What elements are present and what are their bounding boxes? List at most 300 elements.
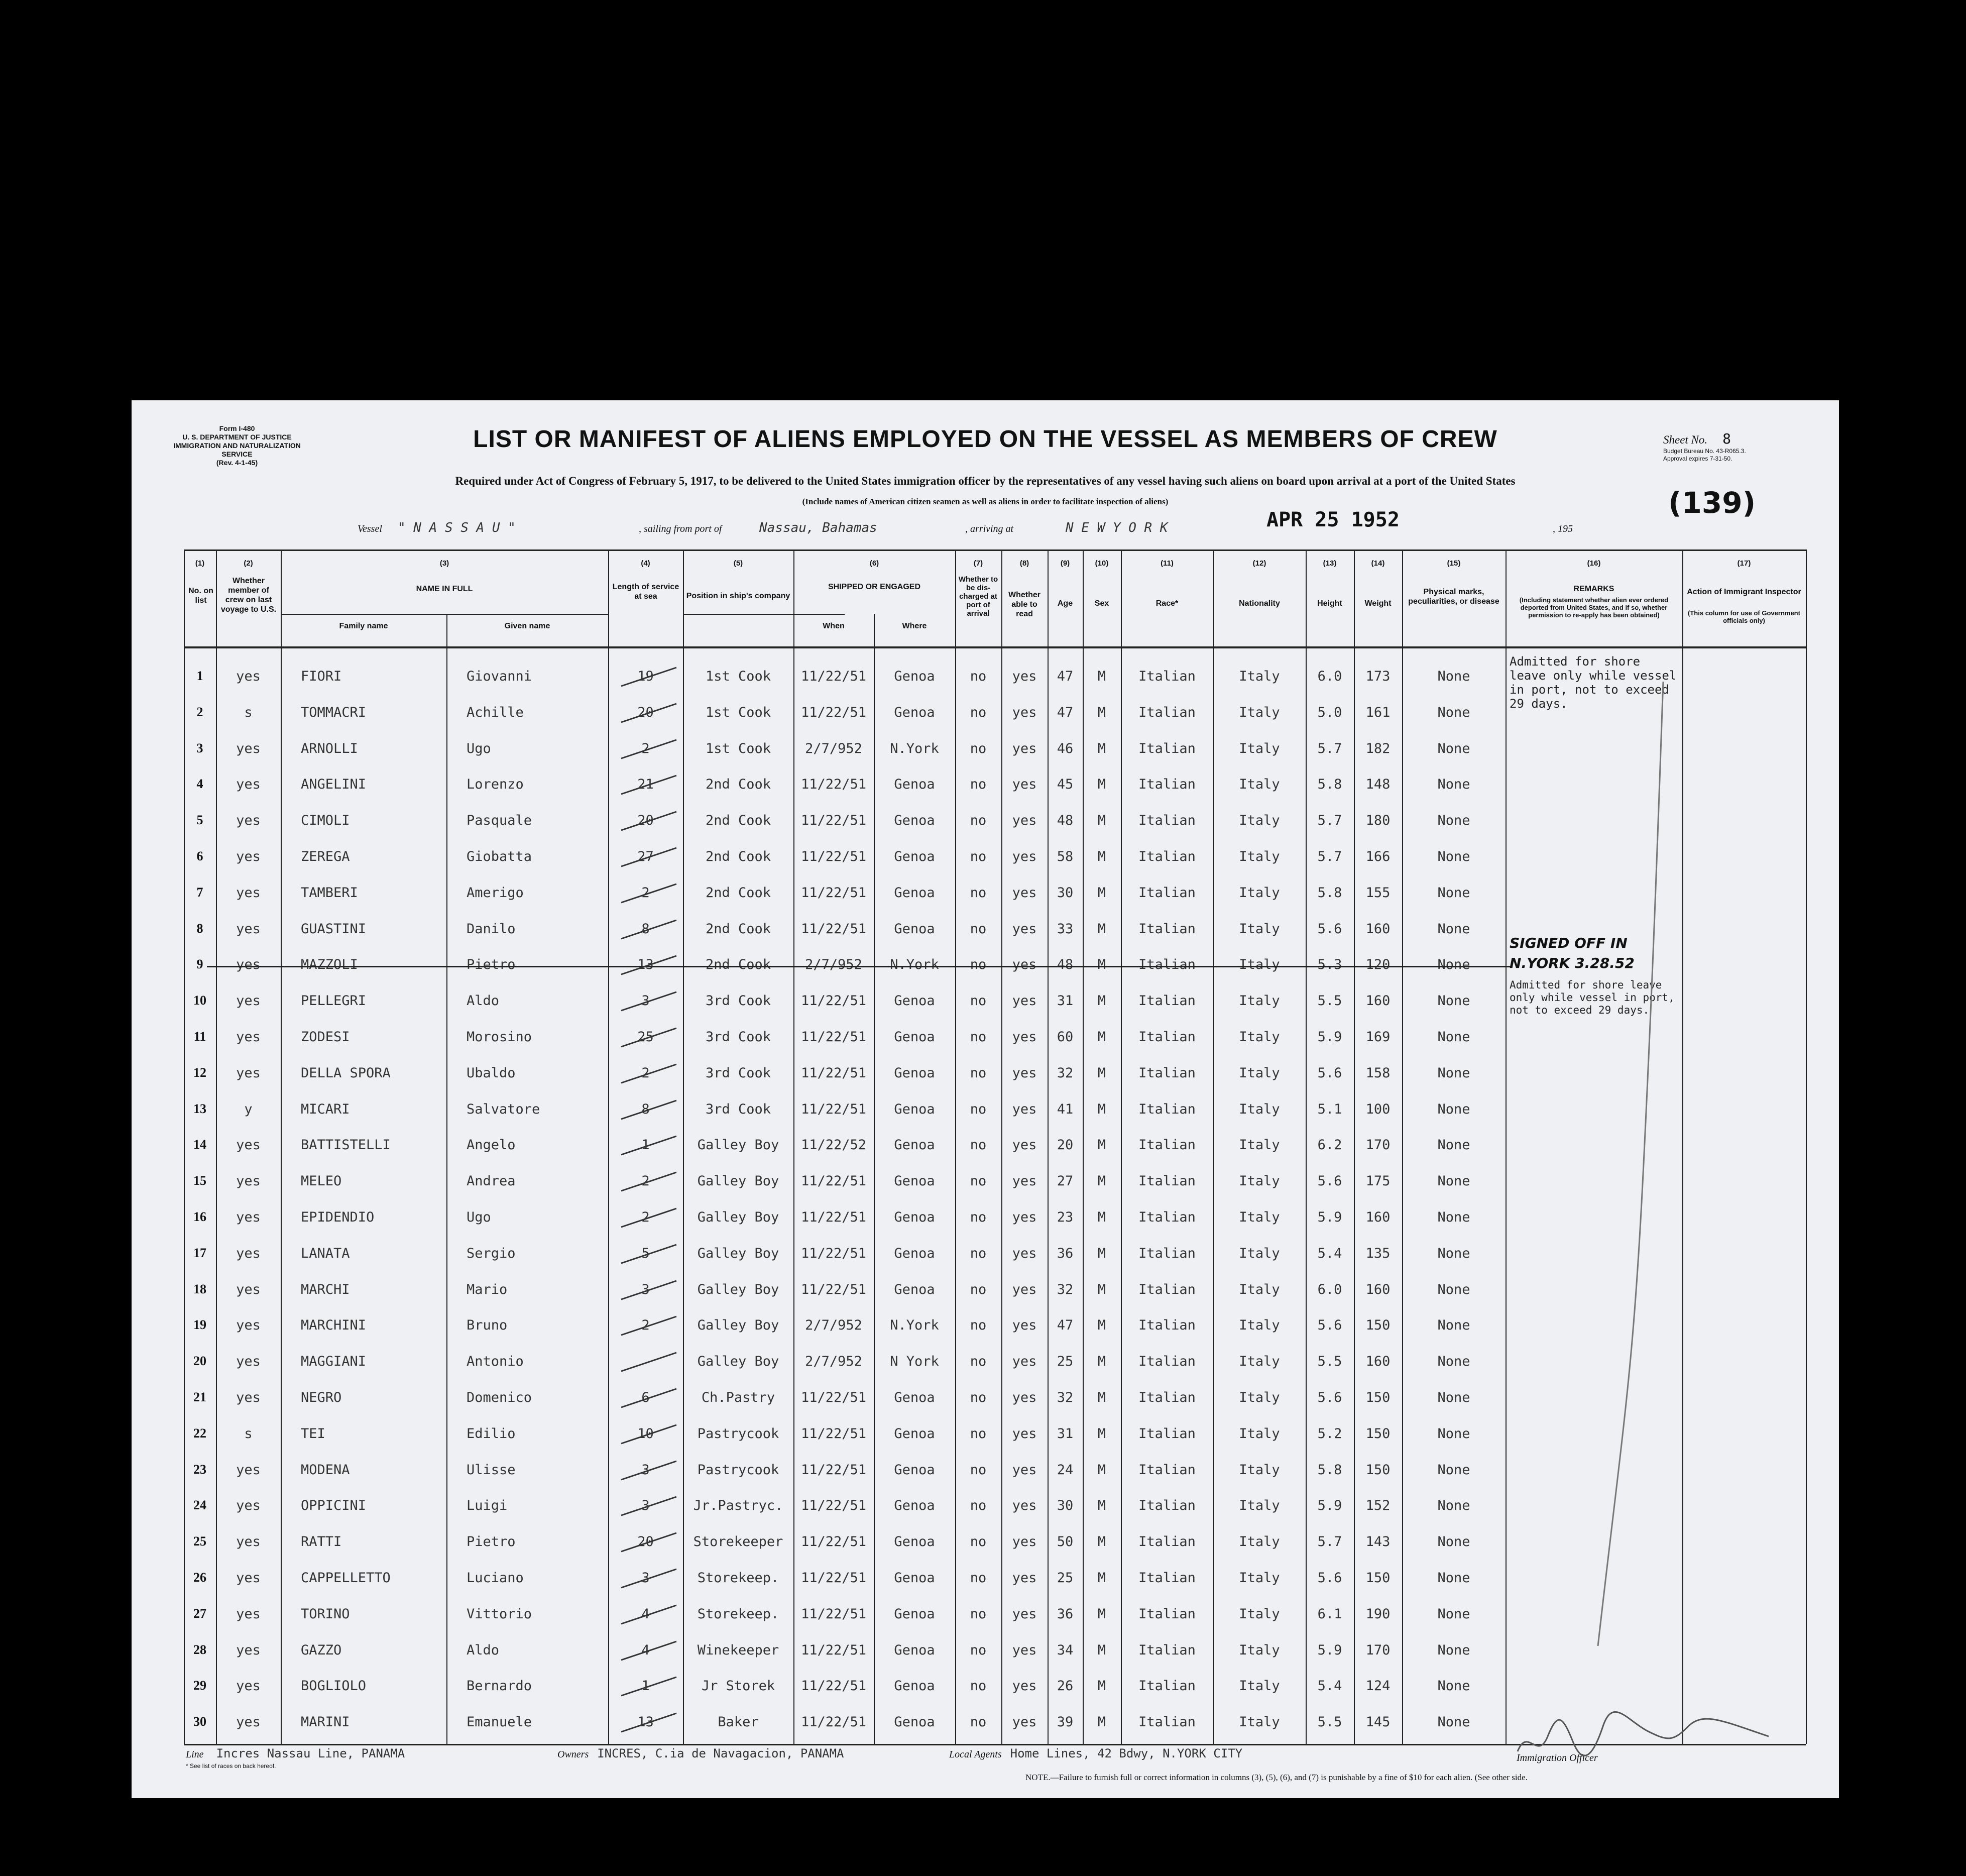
discharged-cell: no bbox=[970, 1498, 987, 1514]
discharged-cell: no bbox=[970, 1173, 987, 1189]
height-cell: 6.2 bbox=[1317, 1137, 1342, 1153]
shipped-when-cell: 11/22/51 bbox=[800, 1245, 867, 1261]
length-of-service-cell: 2 bbox=[641, 1065, 650, 1081]
position-cell: Storekeep. bbox=[697, 1570, 779, 1586]
family-name-cell: MODENA bbox=[301, 1462, 350, 1478]
weight-cell: 160 bbox=[1365, 1354, 1391, 1370]
height-cell: 5.8 bbox=[1317, 1462, 1342, 1478]
row-number: 12 bbox=[193, 1065, 206, 1080]
position-cell: 2nd Cook bbox=[705, 813, 771, 829]
discharged-cell: no bbox=[970, 993, 987, 1009]
able-to-read-cell: yes bbox=[1012, 957, 1037, 973]
shipped-when-cell: 11/22/51 bbox=[800, 1534, 867, 1550]
discharged-cell: no bbox=[970, 1462, 987, 1478]
height-cell: 5.7 bbox=[1317, 813, 1342, 829]
row-number: 30 bbox=[193, 1714, 206, 1729]
position-cell: Galley Boy bbox=[697, 1209, 779, 1225]
physical-marks-cell: None bbox=[1437, 1534, 1470, 1550]
discharged-cell: no bbox=[970, 740, 987, 756]
check-mark bbox=[616, 1421, 691, 1451]
discharged-cell: no bbox=[970, 885, 987, 901]
able-to-read-cell: yes bbox=[1012, 849, 1037, 864]
age-cell: 31 bbox=[1057, 993, 1074, 1009]
weight-cell: 160 bbox=[1365, 921, 1391, 937]
length-of-service-cell: 20 bbox=[637, 1534, 654, 1550]
family-name-cell: MAZZOLI bbox=[301, 957, 358, 973]
family-name-cell: CIMOLI bbox=[301, 813, 350, 829]
col-number: (2) bbox=[244, 559, 253, 568]
check-mark bbox=[616, 1349, 691, 1379]
given-name-cell: Ugo bbox=[467, 1209, 491, 1225]
height-cell: 5.8 bbox=[1317, 777, 1342, 793]
last-voyage-cell: yes bbox=[236, 1678, 261, 1694]
sex-cell: M bbox=[1097, 1029, 1106, 1045]
weight-cell: 150 bbox=[1365, 1317, 1391, 1334]
able-to-read-cell: yes bbox=[1012, 1570, 1037, 1586]
agents-label: Local Agents bbox=[949, 1749, 1002, 1760]
physical-marks-cell: None bbox=[1437, 740, 1470, 756]
shipped-when-cell: 2/7/952 bbox=[805, 1354, 862, 1370]
row-number: 3 bbox=[196, 740, 203, 755]
race-cell: Italian bbox=[1138, 1245, 1196, 1261]
col-number: (15) bbox=[1447, 559, 1461, 568]
race-cell: Italian bbox=[1138, 704, 1196, 720]
sex-cell: M bbox=[1097, 1354, 1106, 1370]
discharged-cell: no bbox=[970, 1137, 987, 1153]
age-cell: 36 bbox=[1057, 1245, 1074, 1261]
weight-cell: 161 bbox=[1365, 704, 1391, 720]
race-cell: Italian bbox=[1138, 1390, 1196, 1405]
height-cell: 5.9 bbox=[1317, 1029, 1342, 1045]
family-name-cell: CAPPELLETTO bbox=[301, 1570, 391, 1586]
shipped-where-cell: Genoa bbox=[894, 669, 935, 684]
discharged-cell: no bbox=[970, 1281, 987, 1297]
subtitle-note: (Include names of American citizen seamen as well as aliens in order to facilitate inspection of aliens) bbox=[802, 497, 1169, 506]
physical-marks-cell: None bbox=[1437, 1137, 1470, 1153]
service: IMMIGRATION AND NATURALIZATION SERVICE bbox=[173, 442, 301, 458]
sex-cell: M bbox=[1097, 1209, 1106, 1225]
family-name-cell: MARCHINI bbox=[301, 1317, 367, 1334]
length-of-service-cell: 2 bbox=[641, 1209, 650, 1225]
length-of-service-cell: 13 bbox=[637, 957, 654, 973]
handwritten-number: (139) bbox=[1668, 486, 1756, 520]
length-of-service-cell: 27 bbox=[637, 849, 654, 864]
physical-marks-cell: None bbox=[1437, 1281, 1470, 1297]
age-cell: 31 bbox=[1057, 1425, 1074, 1442]
check-mark bbox=[616, 771, 691, 802]
row-number: 5 bbox=[196, 813, 203, 828]
able-to-read-cell: yes bbox=[1012, 993, 1037, 1009]
age-cell: 39 bbox=[1057, 1714, 1074, 1730]
shipped-where-cell: N.York bbox=[890, 957, 939, 973]
physical-marks-cell: None bbox=[1437, 1317, 1470, 1334]
row-number: 28 bbox=[193, 1642, 206, 1657]
position-cell: 2nd Cook bbox=[705, 885, 771, 901]
physical-marks-cell: None bbox=[1437, 1678, 1470, 1694]
header-family-name: Family name bbox=[339, 622, 388, 630]
nationality-cell: Italy bbox=[1239, 1209, 1280, 1225]
race-cell: Italian bbox=[1138, 1209, 1196, 1225]
check-mark bbox=[616, 1385, 691, 1415]
given-name-cell: Angelo bbox=[467, 1137, 516, 1153]
shipped-when-cell: 11/22/51 bbox=[800, 1714, 867, 1730]
col-number: (9) bbox=[1060, 559, 1070, 568]
sheet-value: 8 bbox=[1722, 430, 1731, 447]
row-number: 8 bbox=[196, 921, 203, 936]
physical-marks-cell: None bbox=[1437, 1173, 1470, 1189]
position-cell: Storekeeper bbox=[693, 1534, 783, 1550]
date-stamp: APR 25 1952 bbox=[1266, 508, 1400, 531]
position-cell: 1st Cook bbox=[705, 740, 771, 756]
family-name-cell: LANATA bbox=[301, 1245, 350, 1261]
discharged-cell: no bbox=[970, 921, 987, 937]
row-number: 9 bbox=[196, 957, 203, 972]
weight-cell: 152 bbox=[1365, 1498, 1391, 1514]
able-to-read-cell: yes bbox=[1012, 1281, 1037, 1297]
check-mark bbox=[616, 844, 691, 874]
physical-marks-cell: None bbox=[1437, 669, 1470, 684]
discharged-cell: no bbox=[970, 1317, 987, 1334]
shipped-where-cell: Genoa bbox=[894, 885, 935, 901]
race-cell: Italian bbox=[1138, 1714, 1196, 1730]
height-cell: 5.2 bbox=[1317, 1425, 1342, 1442]
weight-cell: 143 bbox=[1365, 1534, 1391, 1550]
able-to-read-cell: yes bbox=[1012, 1425, 1037, 1442]
physical-marks-cell: None bbox=[1437, 1642, 1470, 1658]
nationality-cell: Italy bbox=[1239, 1714, 1280, 1730]
race-cell: Italian bbox=[1138, 740, 1196, 756]
last-voyage-cell: yes bbox=[236, 1570, 261, 1586]
nationality-cell: Italy bbox=[1239, 921, 1280, 937]
length-of-service-cell: 3 bbox=[641, 993, 650, 1009]
position-cell: Jr Storek bbox=[701, 1678, 775, 1694]
nationality-cell: Italy bbox=[1239, 1678, 1280, 1694]
col-number: (17) bbox=[1737, 559, 1751, 568]
remark-shore-leave-top: Admitted for shore leave only while vessel in port, not to exceed 29 days. bbox=[1510, 654, 1677, 711]
row-number: 6 bbox=[196, 849, 203, 863]
length-of-service-cell: 20 bbox=[637, 813, 654, 829]
race-cell: Italian bbox=[1138, 993, 1196, 1009]
length-of-service-cell: 3 bbox=[641, 1498, 650, 1514]
sex-cell: M bbox=[1097, 777, 1106, 793]
able-to-read-cell: yes bbox=[1012, 740, 1037, 756]
shipped-where-cell: Genoa bbox=[894, 1209, 935, 1225]
last-voyage-cell: yes bbox=[236, 669, 261, 684]
nationality-cell: Italy bbox=[1239, 1101, 1280, 1117]
header-given-name: Given name bbox=[504, 622, 550, 630]
race-cell: Italian bbox=[1138, 1029, 1196, 1045]
header-position: Position in ship's company bbox=[686, 592, 790, 600]
able-to-read-cell: yes bbox=[1012, 777, 1037, 793]
physical-marks-cell: None bbox=[1437, 813, 1470, 829]
given-name-cell: Aldo bbox=[467, 1642, 500, 1658]
age-cell: 41 bbox=[1057, 1101, 1074, 1117]
footer-officer: Immigration Officer bbox=[1517, 1752, 1598, 1763]
race-cell: Italian bbox=[1138, 849, 1196, 864]
shipped-when-cell: 11/22/51 bbox=[800, 1281, 867, 1297]
shipped-when-cell: 11/22/51 bbox=[800, 1425, 867, 1442]
weight-cell: 160 bbox=[1365, 1281, 1391, 1297]
given-name-cell: Pietro bbox=[467, 1534, 516, 1550]
nationality-cell: Italy bbox=[1239, 1498, 1280, 1514]
subtitle: Required under Act of Congress of February 5, 1917, to be delivered to the United States immigration officer by the representatives of any vessel having such aliens on board upon arrival at a port of the United States bbox=[455, 475, 1516, 487]
discharged-cell: no bbox=[970, 1642, 987, 1658]
owners-value: INCRES, C.ia de Navagacion, PANAMA bbox=[597, 1746, 844, 1760]
header-sex: Sex bbox=[1094, 599, 1109, 608]
discharged-cell: no bbox=[970, 669, 987, 684]
able-to-read-cell: yes bbox=[1012, 1390, 1037, 1405]
sex-cell: M bbox=[1097, 1462, 1106, 1478]
height-cell: 5.6 bbox=[1317, 1317, 1342, 1334]
discharged-cell: no bbox=[970, 1534, 987, 1550]
height-cell: 5.6 bbox=[1317, 1570, 1342, 1586]
family-name-cell: TAMBERI bbox=[301, 885, 358, 901]
last-voyage-cell: yes bbox=[236, 1498, 261, 1514]
given-name-cell: Pietro bbox=[467, 957, 516, 973]
nationality-cell: Italy bbox=[1239, 1173, 1280, 1189]
shipped-where-cell: N.York bbox=[890, 740, 939, 756]
weight-cell: 150 bbox=[1365, 1425, 1391, 1442]
last-voyage-cell: yes bbox=[236, 1462, 261, 1478]
position-cell: Pastrycook bbox=[697, 1462, 779, 1478]
age-cell: 25 bbox=[1057, 1354, 1074, 1370]
length-of-service-cell: 2 bbox=[641, 740, 650, 756]
family-name-cell: ARNOLLI bbox=[301, 740, 358, 756]
weight-cell: 160 bbox=[1365, 993, 1391, 1009]
row-number: 17 bbox=[193, 1245, 206, 1260]
shipped-where-cell: Genoa bbox=[894, 1425, 935, 1442]
last-voyage-cell: yes bbox=[236, 885, 261, 901]
age-cell: 46 bbox=[1057, 740, 1074, 756]
discharged-cell: no bbox=[970, 777, 987, 793]
sex-cell: M bbox=[1097, 1390, 1106, 1405]
last-voyage-cell: yes bbox=[236, 1029, 261, 1045]
shipped-when-cell: 2/7/952 bbox=[805, 957, 862, 973]
length-of-service-cell: 21 bbox=[637, 777, 654, 793]
col-number: (11) bbox=[1161, 559, 1174, 568]
nationality-cell: Italy bbox=[1239, 1462, 1280, 1478]
check-mark bbox=[616, 916, 691, 946]
remarks-pencil-line bbox=[1553, 672, 1683, 1656]
height-cell: 5.7 bbox=[1317, 849, 1342, 864]
last-voyage-cell: yes bbox=[236, 1173, 261, 1189]
family-name-cell: ANGELINI bbox=[301, 777, 367, 793]
shipped-when-cell: 11/22/51 bbox=[800, 885, 867, 901]
check-mark bbox=[616, 736, 691, 766]
given-name-cell: Bernardo bbox=[467, 1678, 532, 1694]
header-physical-marks: Physical marks, peculiarities, or disease bbox=[1408, 588, 1499, 606]
check-mark bbox=[616, 1601, 691, 1631]
sex-cell: M bbox=[1097, 740, 1106, 756]
sex-cell: M bbox=[1097, 993, 1106, 1009]
race-cell: Italian bbox=[1138, 1317, 1196, 1334]
row-number: 23 bbox=[193, 1462, 206, 1477]
given-name-cell: Ugo bbox=[467, 740, 491, 756]
row-number: 24 bbox=[193, 1498, 206, 1513]
weight-cell: 190 bbox=[1365, 1606, 1391, 1622]
given-name-cell: Aldo bbox=[467, 993, 500, 1009]
position-cell: Galley Boy bbox=[697, 1317, 779, 1334]
shipped-when-cell: 11/22/51 bbox=[800, 1642, 867, 1658]
shipped-where-cell: N.York bbox=[890, 1317, 939, 1334]
col-number: (1) bbox=[195, 559, 205, 568]
nationality-cell: Italy bbox=[1239, 740, 1280, 756]
length-of-service-cell: 20 bbox=[637, 704, 654, 720]
given-name-cell: Ulisse bbox=[467, 1462, 516, 1478]
weight-cell: 166 bbox=[1365, 849, 1391, 864]
discharged-cell: no bbox=[970, 1065, 987, 1081]
footer-owners bbox=[557, 1746, 1009, 1760]
family-name-cell: PELLEGRI bbox=[301, 993, 367, 1009]
weight-cell: 145 bbox=[1365, 1714, 1391, 1730]
header-action-inspector: Action of Immigrant Inspector bbox=[1687, 588, 1801, 596]
physical-marks-cell: None bbox=[1437, 1245, 1470, 1261]
last-voyage-cell: yes bbox=[236, 777, 261, 793]
given-name-cell: Emanuele bbox=[467, 1714, 532, 1730]
age-cell: 30 bbox=[1057, 885, 1074, 901]
discharged-cell: no bbox=[970, 1354, 987, 1370]
nationality-cell: Italy bbox=[1239, 1281, 1280, 1297]
shipped-when-cell: 11/22/52 bbox=[800, 1137, 867, 1153]
budget-info bbox=[1663, 448, 1746, 463]
header-last-voyage: Whether member of crew on last voyage to U.S. bbox=[220, 577, 277, 614]
arriving-label: , arriving at bbox=[965, 523, 1014, 534]
check-mark bbox=[616, 952, 691, 982]
column-rule bbox=[1506, 549, 1507, 1744]
physical-marks-cell: None bbox=[1437, 1390, 1470, 1405]
given-name-cell: Bruno bbox=[467, 1317, 508, 1334]
shipped-when-cell: 11/22/51 bbox=[800, 1390, 867, 1405]
shipped-when-cell: 11/22/51 bbox=[800, 777, 867, 793]
family-name-cell: MARINI bbox=[301, 1714, 350, 1730]
sailing-port: Nassau, Bahamas bbox=[759, 520, 877, 535]
height-cell: 5.5 bbox=[1317, 1714, 1342, 1730]
last-voyage-cell: yes bbox=[236, 1354, 261, 1370]
row-number: 16 bbox=[193, 1209, 206, 1224]
last-voyage-cell: s bbox=[244, 704, 253, 720]
age-cell: 26 bbox=[1057, 1678, 1074, 1694]
age-cell: 27 bbox=[1057, 1173, 1074, 1189]
shipped-where-cell: Genoa bbox=[894, 1606, 935, 1622]
family-name-cell: MAGGIANI bbox=[301, 1354, 367, 1370]
height-cell: 6.0 bbox=[1317, 669, 1342, 684]
position-cell: Galley Boy bbox=[697, 1137, 779, 1153]
col-number: (5) bbox=[733, 559, 743, 568]
last-voyage-cell: yes bbox=[236, 1534, 261, 1550]
row-number: 29 bbox=[193, 1678, 206, 1693]
nationality-cell: Italy bbox=[1239, 1354, 1280, 1370]
race-cell: Italian bbox=[1138, 1678, 1196, 1694]
physical-marks-cell: None bbox=[1437, 1101, 1470, 1117]
sex-cell: M bbox=[1097, 1317, 1106, 1334]
given-name-cell: Pasquale bbox=[467, 813, 532, 829]
agents-value: Home Lines, 42 Bdwy, N.YORK CITY bbox=[1010, 1746, 1243, 1760]
position-cell: 3rd Cook bbox=[705, 1029, 771, 1045]
table-top-border bbox=[184, 549, 1806, 551]
height-cell: 5.6 bbox=[1317, 1390, 1342, 1405]
family-name-cell: FIORI bbox=[301, 669, 342, 684]
nationality-cell: Italy bbox=[1239, 669, 1280, 684]
height-cell: 6.0 bbox=[1317, 1281, 1342, 1297]
last-voyage-cell: yes bbox=[236, 1209, 261, 1225]
header-name-in-full: NAME IN FULL bbox=[416, 585, 473, 593]
given-name-cell: Luciano bbox=[467, 1570, 524, 1586]
shipped-when-cell: 11/22/51 bbox=[800, 849, 867, 864]
position-cell: Pastrycook bbox=[697, 1425, 779, 1442]
able-to-read-cell: yes bbox=[1012, 1065, 1037, 1081]
sex-cell: M bbox=[1097, 669, 1106, 684]
row-number: 2 bbox=[196, 704, 203, 719]
age-cell: 23 bbox=[1057, 1209, 1074, 1225]
race-cell: Italian bbox=[1138, 921, 1196, 937]
position-cell: Galley Boy bbox=[697, 1245, 779, 1261]
discharged-cell: no bbox=[970, 849, 987, 864]
family-name-cell: GAZZO bbox=[301, 1642, 342, 1658]
physical-marks-cell: None bbox=[1437, 849, 1470, 864]
age-cell: 47 bbox=[1057, 704, 1074, 720]
weight-cell: 173 bbox=[1365, 669, 1391, 684]
check-mark bbox=[616, 1277, 691, 1307]
check-mark bbox=[616, 664, 691, 694]
height-cell: 5.0 bbox=[1317, 704, 1342, 720]
shipped-where-cell: Genoa bbox=[894, 1101, 935, 1117]
length-of-service-cell: 10 bbox=[637, 1425, 654, 1442]
position-cell: Galley Boy bbox=[697, 1354, 779, 1370]
nationality-cell: Italy bbox=[1239, 1642, 1280, 1658]
arriving-port: N E W Y O R K bbox=[1066, 520, 1168, 535]
nationality-cell: Italy bbox=[1239, 1425, 1280, 1442]
discharged-cell: no bbox=[970, 1209, 987, 1225]
last-voyage-cell: yes bbox=[236, 849, 261, 864]
position-cell: Ch.Pastry bbox=[701, 1390, 775, 1405]
physical-marks-cell: None bbox=[1437, 1065, 1470, 1081]
last-voyage-cell: yes bbox=[236, 1714, 261, 1730]
check-mark bbox=[616, 1312, 691, 1343]
last-voyage-cell: yes bbox=[236, 1065, 261, 1081]
family-name-cell: MICARI bbox=[301, 1101, 350, 1117]
row-number: 18 bbox=[193, 1281, 206, 1296]
physical-marks-cell: None bbox=[1437, 1714, 1470, 1730]
race-cell: Italian bbox=[1138, 1281, 1196, 1297]
shipped-where-cell: Genoa bbox=[894, 1570, 935, 1586]
given-name-cell: Mario bbox=[467, 1281, 508, 1297]
form-number: Form I-480 bbox=[219, 424, 255, 432]
given-name-cell: Domenico bbox=[467, 1390, 532, 1405]
weight-cell: 150 bbox=[1365, 1390, 1391, 1405]
nationality-cell: Italy bbox=[1239, 885, 1280, 901]
row-number: 4 bbox=[196, 777, 203, 792]
check-mark bbox=[616, 988, 691, 1018]
last-voyage-cell: yes bbox=[236, 1606, 261, 1622]
last-voyage-cell: yes bbox=[236, 1642, 261, 1658]
race-cell: Italian bbox=[1138, 1065, 1196, 1081]
check-mark bbox=[616, 1637, 691, 1668]
sex-cell: M bbox=[1097, 1678, 1106, 1694]
length-of-service-cell: 6 bbox=[641, 1390, 650, 1405]
row-number: 15 bbox=[193, 1173, 206, 1188]
last-voyage-cell: y bbox=[244, 1101, 253, 1117]
race-cell: Italian bbox=[1138, 669, 1196, 684]
check-mark bbox=[616, 1529, 691, 1559]
last-voyage-cell: yes bbox=[236, 1317, 261, 1334]
shipped-when-cell: 2/7/952 bbox=[805, 740, 862, 756]
sex-cell: M bbox=[1097, 1245, 1106, 1261]
physical-marks-cell: None bbox=[1437, 1570, 1470, 1586]
length-of-service-cell: 1 bbox=[641, 1678, 650, 1694]
shipped-where-cell: Genoa bbox=[894, 1173, 935, 1189]
age-cell: 24 bbox=[1057, 1462, 1074, 1478]
shipped-where-cell: Genoa bbox=[894, 921, 935, 937]
